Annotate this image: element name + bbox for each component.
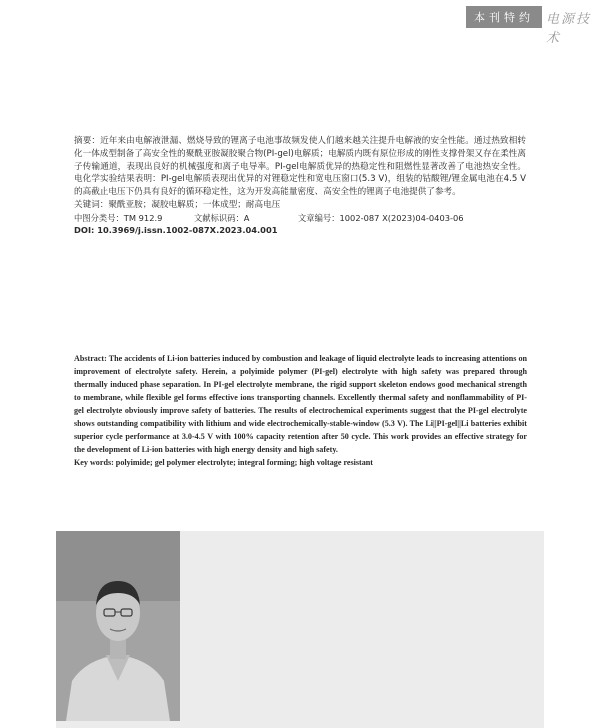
doi: DOI: 10.3969/j.issn.1002-087X.2023.04.001 xyxy=(74,225,278,236)
document-code: 文献标识码：A xyxy=(194,212,250,223)
section-tab xyxy=(466,6,542,28)
en-keywords: Key words: polyimide; gel polymer electrolyte; integral forming; high voltage resistant xyxy=(74,458,373,467)
page-header xyxy=(466,6,600,46)
cn-abstract-text: 摘要：近年来由电解液泄漏、燃烧导致的锂离子电池事故频发使人们越来越关注提升电解液的安全性能。通过热致相转化一体成型制备了高安全性的聚酰亚胺凝胶聚合物(PI-gel)电解质；电解质内既有原位形成的刚性支撑骨架又存在柔性离子传输通道，表现出良好的机械强度和离子电导率。PI-gel电解质优异的热稳定性和阻燃性显著改善了电池热安全性。电化学实验结果表明：PI-gel电解质表现出优异的对锂稳定性和宽电压窗口(5.3 V)，组装的钴酸锂/锂金属电池在4.5 V的高截止电压下仍具有良好的循环稳定性，这为开发高能量密度、高安全性的锂离子电池提供了参考。 xyxy=(74,136,526,198)
cn-keywords: 关键词：聚酰亚胺；凝胶电解质；一体成型；耐高电压 xyxy=(74,199,281,210)
en-abstract-text: Abstract: The accidents of Li-ion batteries induced by combustion and leakage of liquid electrolyte leads to increasing attentions on improvement of electrolyte safety. Herein, a polyimide polymer (PI-gel) electrolyte with high safety was prepared through thermally induced phase separation. In PI-gel electrolyte membrane, the rigid support skeleton endows good mechanical strength to membrane, while flexible gel forms effective ions transporting channels. Excellently thermal safety and nonflammability of PI-gel electrolyte obviously improve safety of batteries. The results of electrochemical experiments suggest that the PI-gel electrolyte shows outstanding compatibility with lithium and wide electrochemically-stable-window (5.3 V). The Li||PI-gel||Li batteries exhibit superior cycle performance at 3.0-4.5 V with 100% capacity retention after 50 cycle. This work provides an effective strategy for the development of Li-ion batteries with high energy density and high safety. xyxy=(74,354,527,454)
section-label: 本刊特约 xyxy=(474,11,534,24)
english-abstract xyxy=(74,352,527,469)
chinese-abstract xyxy=(74,135,526,237)
clc-number: 中图分类号：TM 912.9 xyxy=(74,212,163,223)
author-photo xyxy=(56,531,180,721)
journal-name: 电源技术 xyxy=(546,12,592,46)
author-portrait-icon xyxy=(56,531,180,721)
article-number: 文章编号：1002-087 X(2023)04-0403-06 xyxy=(298,212,464,223)
classification-row xyxy=(74,212,526,225)
